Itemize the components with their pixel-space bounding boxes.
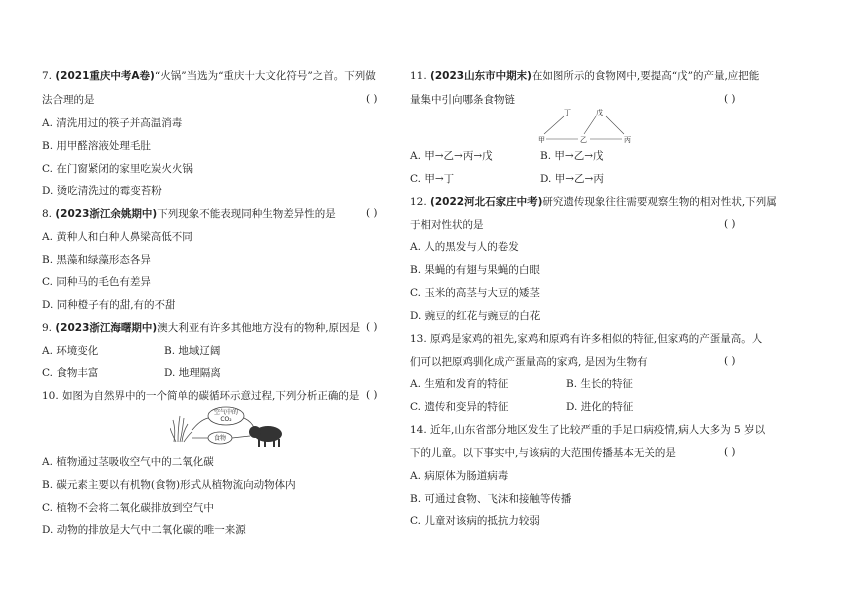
q11-option-d: D. 甲→乙→丙 — [540, 173, 604, 185]
q8-source: (2023浙江余姚期中) — [55, 208, 158, 220]
q12-source: (2022河北石家庄中考) — [430, 196, 543, 208]
node-jia: 甲 — [538, 136, 545, 144]
q7-option-b: B. 用甲醛溶液处理毛肚 — [42, 140, 151, 152]
q14-number: 14. — [410, 424, 427, 436]
q10-option-d: D. 动物的排放是大气中二氧化碳的唯一来源 — [42, 524, 246, 536]
q10-answer-paren[interactable]: ( ) — [366, 389, 378, 401]
q9-answer-paren[interactable]: ( ) — [366, 321, 378, 333]
node-wu: 戊 — [596, 109, 603, 117]
node-bing: 丙 — [624, 136, 631, 144]
q11-stem-line2: 量集中引向哪条食物链 — [410, 94, 515, 106]
q9-source: (2023浙江海曙期中) — [55, 322, 158, 334]
q8-option-c: C. 同种马的毛色有差异 — [42, 276, 151, 288]
q11-option-b: B. 甲→乙→戊 — [540, 150, 604, 162]
q14-stem-line1 — [410, 423, 765, 437]
q12-stem-line1 — [410, 195, 777, 209]
q8-number: 8. — [42, 208, 53, 220]
q11-number: 11. — [410, 70, 427, 82]
q14-stem-line2: 下的儿童。以下事实中,与该病的大范围传播基本无关的是 — [410, 447, 676, 459]
q12-option-d: D. 豌豆的红花与豌豆的白花 — [410, 310, 541, 322]
q8-stem-text: 下列现象不能表现同种生物差异性的是 — [157, 208, 336, 220]
q14-stem: 近年,山东省部分地区发生了比较严重的手足口病疫情,病人大多为 5 岁以 — [430, 424, 766, 436]
plant-icon — [170, 416, 192, 442]
q7-stem: “火锅”当选为“重庆十大文化符号”之首。下列做 — [154, 70, 376, 82]
q8-option-a: A. 黄种人和白种人鼻梁高低不同 — [42, 231, 193, 243]
q8-option-d: D. 同种橙子有的甜,有的不甜 — [42, 299, 176, 311]
q14-option-c: C. 儿童对该病的抵抗力较弱 — [410, 515, 540, 527]
q7-answer-paren[interactable]: ( ) — [366, 93, 378, 105]
q12-answer-paren[interactable]: ( ) — [724, 218, 736, 230]
q9-option-c: C. 食物丰富 — [42, 367, 99, 379]
q10-stem-text: 如图为自然界中的一个简单的碳循环示意过程,下列分析正确的是 — [62, 390, 360, 402]
q7-number: 7. — [42, 70, 53, 82]
q9-number: 9. — [42, 322, 53, 334]
q12-number: 12. — [410, 196, 427, 208]
q10-number: 10. — [42, 390, 59, 402]
q7-source: (2021重庆中考A卷) — [55, 70, 155, 82]
q13-answer-paren[interactable]: ( ) — [724, 355, 736, 367]
q11-stem-line1 — [410, 69, 759, 83]
q13-number: 13. — [410, 333, 427, 345]
q7-stem-line2: 法合理的是 — [42, 94, 95, 106]
q11-option-c: C. 甲→丁 — [410, 173, 455, 185]
q8-answer-paren[interactable]: ( ) — [366, 207, 378, 219]
q10-option-a: A. 植物通过茎吸收空气中的二氧化碳 — [42, 456, 214, 468]
cloud-label-2: CO₂ — [220, 416, 232, 423]
q11-stem: 在如图所示的食物网中,要提高“戊”的产量,应把能 — [531, 70, 760, 82]
q10-stem — [42, 389, 359, 403]
q12-stem-line2: 于相对性状的是 — [410, 219, 484, 231]
q11-answer-paren[interactable]: ( ) — [724, 93, 736, 105]
carbon-cycle-figure — [170, 404, 290, 448]
q12-option-a: A. 人的黑发与人的卷发 — [410, 241, 519, 253]
q10-option-c: C. 植物不会将二氧化碳排放到空气中 — [42, 502, 214, 514]
q9-option-a: A. 环境变化 — [42, 345, 99, 357]
q9-stem-text: 澳大利亚有许多其他地方没有的物种,原因是 — [157, 322, 361, 334]
q7-option-d: D. 烫吃清洗过的霉变苔粉 — [42, 185, 162, 197]
q8-stem — [42, 207, 336, 221]
q13-option-b: B. 生长的特征 — [566, 378, 633, 390]
q11-option-a: A. 甲→乙→丙→戊 — [410, 150, 493, 162]
q9-option-b: B. 地域辽阔 — [164, 345, 221, 357]
food-label: 食物 — [213, 435, 227, 442]
q11-source: (2023山东市中期末) — [430, 70, 532, 82]
q14-option-b: B. 可通过食物、飞沫和接触等传播 — [410, 493, 572, 505]
q7-stem-line1 — [42, 69, 376, 83]
q14-option-a: A. 病原体为肠道病毒 — [410, 470, 509, 482]
q13-stem-line1 — [410, 332, 762, 346]
q14-answer-paren[interactable]: ( ) — [724, 446, 736, 458]
q12-option-c: C. 玉米的高茎与大豆的矮茎 — [410, 287, 540, 299]
q13-option-a: A. 生殖和发育的特征 — [410, 378, 509, 390]
q7-option-a: A. 清洗用过的筷子并高温消毒 — [42, 117, 183, 129]
q10-option-b: B. 碳元素主要以有机物(食物)形式从植物流向动物体内 — [42, 479, 296, 491]
bison-icon — [249, 426, 282, 447]
q13-stem-line2: 们可以把原鸡驯化成产蛋量高的家鸡, 是因为生物有 — [410, 356, 648, 368]
q8-option-b: B. 黑藻和绿藻形态各异 — [42, 254, 151, 266]
node-yi: 乙 — [580, 136, 587, 144]
cloud-label-1: 空气中的 — [213, 409, 239, 416]
food-web-figure — [536, 106, 646, 146]
q12-stem: 研究遗传现象往往需要观察生物的相对性状,下列属 — [542, 196, 777, 208]
q13-stem: 原鸡是家鸡的祖先,家鸡和原鸡有许多相似的特征,但家鸡的产蛋量高。人 — [430, 333, 763, 345]
q7-option-c: C. 在门窗紧闭的家里吃炭火火锅 — [42, 163, 193, 175]
node-ding: 丁 — [564, 109, 571, 117]
q9-option-d: D. 地理隔离 — [164, 367, 221, 379]
q12-option-b: B. 果蝇的有翅与果蝇的白眼 — [410, 264, 540, 276]
q13-option-c: C. 遗传和变异的特征 — [410, 401, 509, 413]
q13-option-d: D. 进化的特征 — [566, 401, 634, 413]
q9-stem — [42, 321, 360, 335]
